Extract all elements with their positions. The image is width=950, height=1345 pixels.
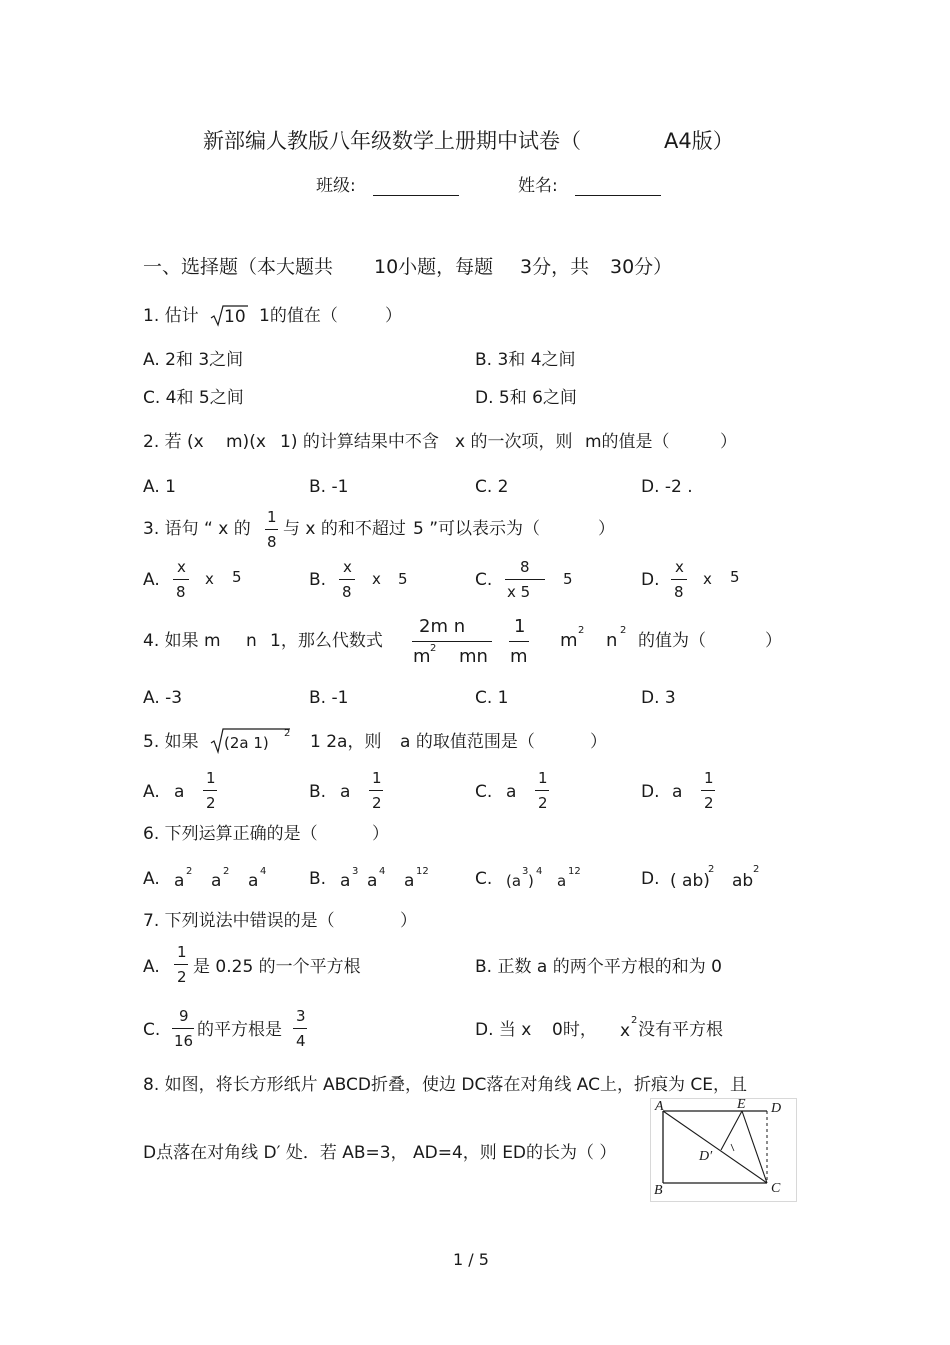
class-blank bbox=[373, 195, 459, 196]
section-heading-count: 10小题，每题 bbox=[374, 256, 494, 278]
q4-paren: ） bbox=[765, 631, 782, 651]
fraction-bar bbox=[265, 529, 278, 530]
q6-option-c-a1: (a bbox=[506, 872, 522, 890]
q4-stem-d: 的值为（ bbox=[638, 631, 706, 651]
q2-option-a: A. 1 bbox=[143, 477, 176, 497]
q3-option-d-label: D. bbox=[641, 570, 660, 590]
fraction-bar bbox=[174, 964, 188, 965]
q2-stem-d: x 的一次项，则 bbox=[455, 432, 573, 452]
q3-stem-c: 5 ”可以表示为（ bbox=[413, 519, 541, 539]
fraction-bar bbox=[369, 790, 383, 791]
q4-term-n-sup: 2 bbox=[620, 625, 627, 636]
q7-option-d-a: D. 当 x bbox=[475, 1020, 532, 1040]
q6-option-d-s1: 2 bbox=[708, 864, 715, 875]
fraction-bar bbox=[701, 790, 715, 791]
fraction-bar bbox=[173, 579, 189, 580]
q5-option-c-num: 1 bbox=[538, 769, 548, 787]
q6-option-b-a3: a bbox=[404, 871, 415, 891]
q8-figure-frame bbox=[650, 1098, 797, 1202]
page-number: 1 / 5 bbox=[453, 1250, 489, 1269]
q5-stem-c: a 的取值范围是（ bbox=[400, 732, 535, 752]
q3-option-d-num: x bbox=[675, 558, 684, 576]
q6-option-b-s1: 3 bbox=[352, 866, 359, 877]
q2-paren: ） bbox=[720, 432, 737, 452]
q6-option-c-a2: a bbox=[557, 872, 567, 890]
q5-option-d-num: 1 bbox=[704, 769, 714, 787]
page-title-suffix: A4版） bbox=[664, 129, 734, 153]
q5-option-d-label: D. bbox=[641, 782, 660, 802]
section-heading-total: 30分） bbox=[610, 256, 673, 278]
name-blank bbox=[575, 195, 661, 196]
fraction-bar bbox=[509, 641, 529, 642]
figure-label-b: B bbox=[654, 1183, 663, 1198]
q7-option-c-num: 9 bbox=[179, 1007, 189, 1025]
q3-option-b-t2: 5 bbox=[398, 570, 408, 588]
q6-option-a-a3: a bbox=[248, 871, 259, 891]
q6-option-b-label: B. bbox=[309, 869, 327, 889]
fraction-bar bbox=[172, 1028, 194, 1029]
q2-stem-e: m的值是（ bbox=[585, 432, 670, 452]
q8-line2: D点落在对角线 D′ 处．若 AB=3， AD=4，则 ED的长为（ ） bbox=[143, 1143, 617, 1163]
q6-option-d-label: D. bbox=[641, 869, 660, 889]
q6-option-c-s2: 12 bbox=[568, 866, 581, 877]
q6-option-a-s2: 2 bbox=[223, 866, 230, 877]
q3-stem-a: 3. 语句 “ x 的 bbox=[143, 519, 251, 539]
q7-option-c-den2: 4 bbox=[296, 1032, 306, 1050]
q8-line1: 8. 如图，将长方形纸片 ABCD折叠，使边 DC落在对角线 AC上，折痕为 CE，且 bbox=[143, 1075, 747, 1095]
q7-option-b: B. 正数 a 的两个平方根的和为 0 bbox=[475, 957, 722, 977]
q6-option-d-a2: ab bbox=[732, 871, 754, 891]
q3-option-a-t1: x bbox=[205, 570, 214, 588]
q3-option-a-t2: 5 bbox=[232, 568, 242, 586]
q7-option-d-b: 0时， bbox=[552, 1020, 597, 1040]
q4-option-c: C. 1 bbox=[475, 688, 509, 708]
q3-option-b-den: 8 bbox=[342, 583, 352, 601]
q5-option-c-label: C. bbox=[475, 782, 493, 802]
q2-stem-a: 2. 若 (x bbox=[143, 432, 204, 452]
q7-option-a-label: A. bbox=[143, 957, 160, 977]
q5-option-b-den: 2 bbox=[372, 794, 382, 812]
q4-f2-num: 1 bbox=[514, 616, 526, 637]
q5-option-a-var: a bbox=[174, 782, 185, 802]
q6-option-b-s3: 12 bbox=[416, 866, 429, 877]
q2-stem-c: 1) 的计算结果中不含 bbox=[280, 432, 439, 452]
q6-option-b-s2: 4 bbox=[379, 866, 386, 877]
q6-option-d-s2: 2 bbox=[753, 864, 760, 875]
q5-option-b-num: 1 bbox=[372, 769, 382, 787]
name-label: 姓名: bbox=[518, 176, 558, 196]
q3-option-c-num: 8 bbox=[520, 558, 530, 576]
q3-option-c-label: C. bbox=[475, 570, 493, 590]
q5-option-b-var: a bbox=[340, 782, 351, 802]
q3-option-a-label: A. bbox=[143, 570, 160, 590]
q6-option-b-a1: a bbox=[340, 871, 351, 891]
q7-stem: 7. 下列说法中错误的是（ bbox=[143, 911, 335, 931]
q1-option-a: A. 2和 3之间 bbox=[143, 350, 244, 370]
q4-stem-b: n bbox=[246, 631, 257, 651]
q6-stem: 6. 下列运算正确的是（ bbox=[143, 824, 318, 844]
q1-stem: 1. 估计 bbox=[143, 306, 199, 326]
q3-option-d-den: 8 bbox=[674, 583, 684, 601]
q7-option-c-text: 的平方根是 bbox=[197, 1020, 282, 1040]
q2-stem-b: m)(x bbox=[226, 432, 266, 452]
figure-label-d-prime: D′ bbox=[699, 1149, 713, 1164]
q7-option-d-sup: 2 bbox=[631, 1015, 638, 1026]
q6-option-c-s1: 3 bbox=[522, 866, 529, 877]
q1-option-c: C. 4和 5之间 bbox=[143, 388, 244, 408]
q6-option-a-s1: 2 bbox=[186, 866, 193, 877]
q4-stem-c: 1，那么代数式 bbox=[270, 631, 383, 651]
q6-option-c-s1b: 4 bbox=[536, 866, 543, 877]
q7-option-c-label: C. bbox=[143, 1020, 161, 1040]
fraction-bar bbox=[412, 641, 492, 642]
q5-option-d-var: a bbox=[672, 782, 683, 802]
q3-option-c-den: x 5 bbox=[507, 583, 531, 601]
q4-option-b: B. -1 bbox=[309, 688, 349, 708]
figure-label-e: E bbox=[737, 1097, 746, 1112]
q5-stem-b: 1 2a，则 bbox=[310, 732, 382, 752]
q4-f1-den-sup: 2 bbox=[430, 643, 437, 654]
q7-option-d-c: 没有平方根 bbox=[638, 1020, 723, 1040]
q2-option-c: C. 2 bbox=[475, 477, 509, 497]
section-heading: 一、选择题（本大题共 bbox=[143, 256, 334, 278]
q3-option-d-t2: 5 bbox=[730, 568, 740, 586]
q4-term-m-sup: 2 bbox=[578, 625, 585, 636]
figure-label-c: C bbox=[771, 1181, 781, 1196]
page-title: 新部编人教版八年级数学上册期中试卷（ bbox=[203, 129, 581, 153]
q4-f2-den: m bbox=[510, 646, 528, 667]
q3-option-b-num: x bbox=[343, 558, 352, 576]
q3-option-a-num: x bbox=[177, 558, 186, 576]
q6-option-a-a1: a bbox=[174, 871, 185, 891]
q4-option-a: A. -3 bbox=[143, 688, 183, 708]
q6-option-d-a1: ( ab) bbox=[670, 871, 710, 891]
fraction-bar bbox=[505, 579, 545, 580]
q6-option-b-a2: a bbox=[367, 871, 378, 891]
q2-option-b: B. -1 bbox=[309, 477, 349, 497]
q5-option-c-var: a bbox=[506, 782, 517, 802]
q4-option-d: D. 3 bbox=[641, 688, 676, 708]
q3-frac-den: 8 bbox=[267, 533, 277, 551]
q7-option-c-num2: 3 bbox=[296, 1007, 306, 1025]
q7-option-a-text: 是 0.25 的一个平方根 bbox=[193, 957, 361, 977]
fraction-bar bbox=[203, 790, 217, 791]
fraction-bar bbox=[293, 1028, 307, 1029]
q5-option-a-label: A. bbox=[143, 782, 160, 802]
fraction-bar bbox=[339, 579, 355, 580]
q6-option-a-label: A. bbox=[143, 869, 160, 889]
q1-option-b: B. 3和 4之间 bbox=[475, 350, 576, 370]
q7-option-c-den: 16 bbox=[174, 1032, 194, 1050]
q1-paren: ） bbox=[385, 306, 402, 326]
q3-paren: ） bbox=[598, 519, 615, 539]
q5-option-a-den: 2 bbox=[206, 794, 216, 812]
q6-option-c-a1b: ) bbox=[528, 872, 534, 890]
q5-paren: ） bbox=[590, 732, 607, 752]
q7-paren: ） bbox=[400, 911, 417, 931]
class-label: 班级: bbox=[316, 176, 356, 196]
q6-option-a-a2: a bbox=[211, 871, 222, 891]
q5-option-a-num: 1 bbox=[206, 769, 216, 787]
q5-option-c-den: 2 bbox=[538, 794, 548, 812]
section-heading-per: 3分，共 bbox=[520, 256, 590, 278]
fraction-bar bbox=[535, 790, 549, 791]
q7-option-d-x: x bbox=[620, 1021, 631, 1041]
fraction-bar bbox=[671, 579, 687, 580]
q5-stem-a: 5. 如果 bbox=[143, 732, 199, 752]
q4-term-m: m bbox=[560, 630, 578, 651]
q4-f1-den-m: m bbox=[413, 646, 431, 667]
q3-option-a-den: 8 bbox=[176, 583, 186, 601]
q1-stem-b: 1的值在（ bbox=[259, 306, 338, 326]
q3-frac-num: 1 bbox=[267, 508, 277, 526]
q4-f1-num: 2m n bbox=[419, 616, 466, 637]
q6-option-a-s3: 4 bbox=[260, 866, 267, 877]
q5-rad-sup: 2 bbox=[284, 728, 291, 739]
q5-option-d-den: 2 bbox=[704, 794, 714, 812]
q2-option-d: D. -2 . bbox=[641, 477, 693, 497]
q7-option-a-num: 1 bbox=[177, 943, 187, 961]
q6-paren: ） bbox=[372, 824, 389, 844]
figure-label-d: D bbox=[771, 1101, 782, 1116]
q6-option-c-label: C. bbox=[475, 869, 493, 889]
q5-radicand: (2a 1) bbox=[224, 734, 269, 752]
q3-option-b-t1: x bbox=[372, 570, 381, 588]
q1-option-d: D. 5和 6之间 bbox=[475, 388, 577, 408]
q5-option-b-label: B. bbox=[309, 782, 327, 802]
q4-stem-a: 4. 如果 m bbox=[143, 631, 221, 651]
q3-stem-b: 与 x 的和不超过 bbox=[283, 519, 406, 539]
q3-option-c-t2: 5 bbox=[563, 570, 573, 588]
q4-f1-den-rest: mn bbox=[459, 646, 488, 667]
q3-option-d-t1: x bbox=[703, 570, 712, 588]
q1-radicand: 10 bbox=[224, 307, 246, 327]
q7-option-a-den: 2 bbox=[177, 968, 187, 986]
q4-term-n: n bbox=[606, 630, 618, 651]
figure-label-a: A bbox=[655, 1099, 664, 1114]
q3-option-b-label: B. bbox=[309, 570, 327, 590]
